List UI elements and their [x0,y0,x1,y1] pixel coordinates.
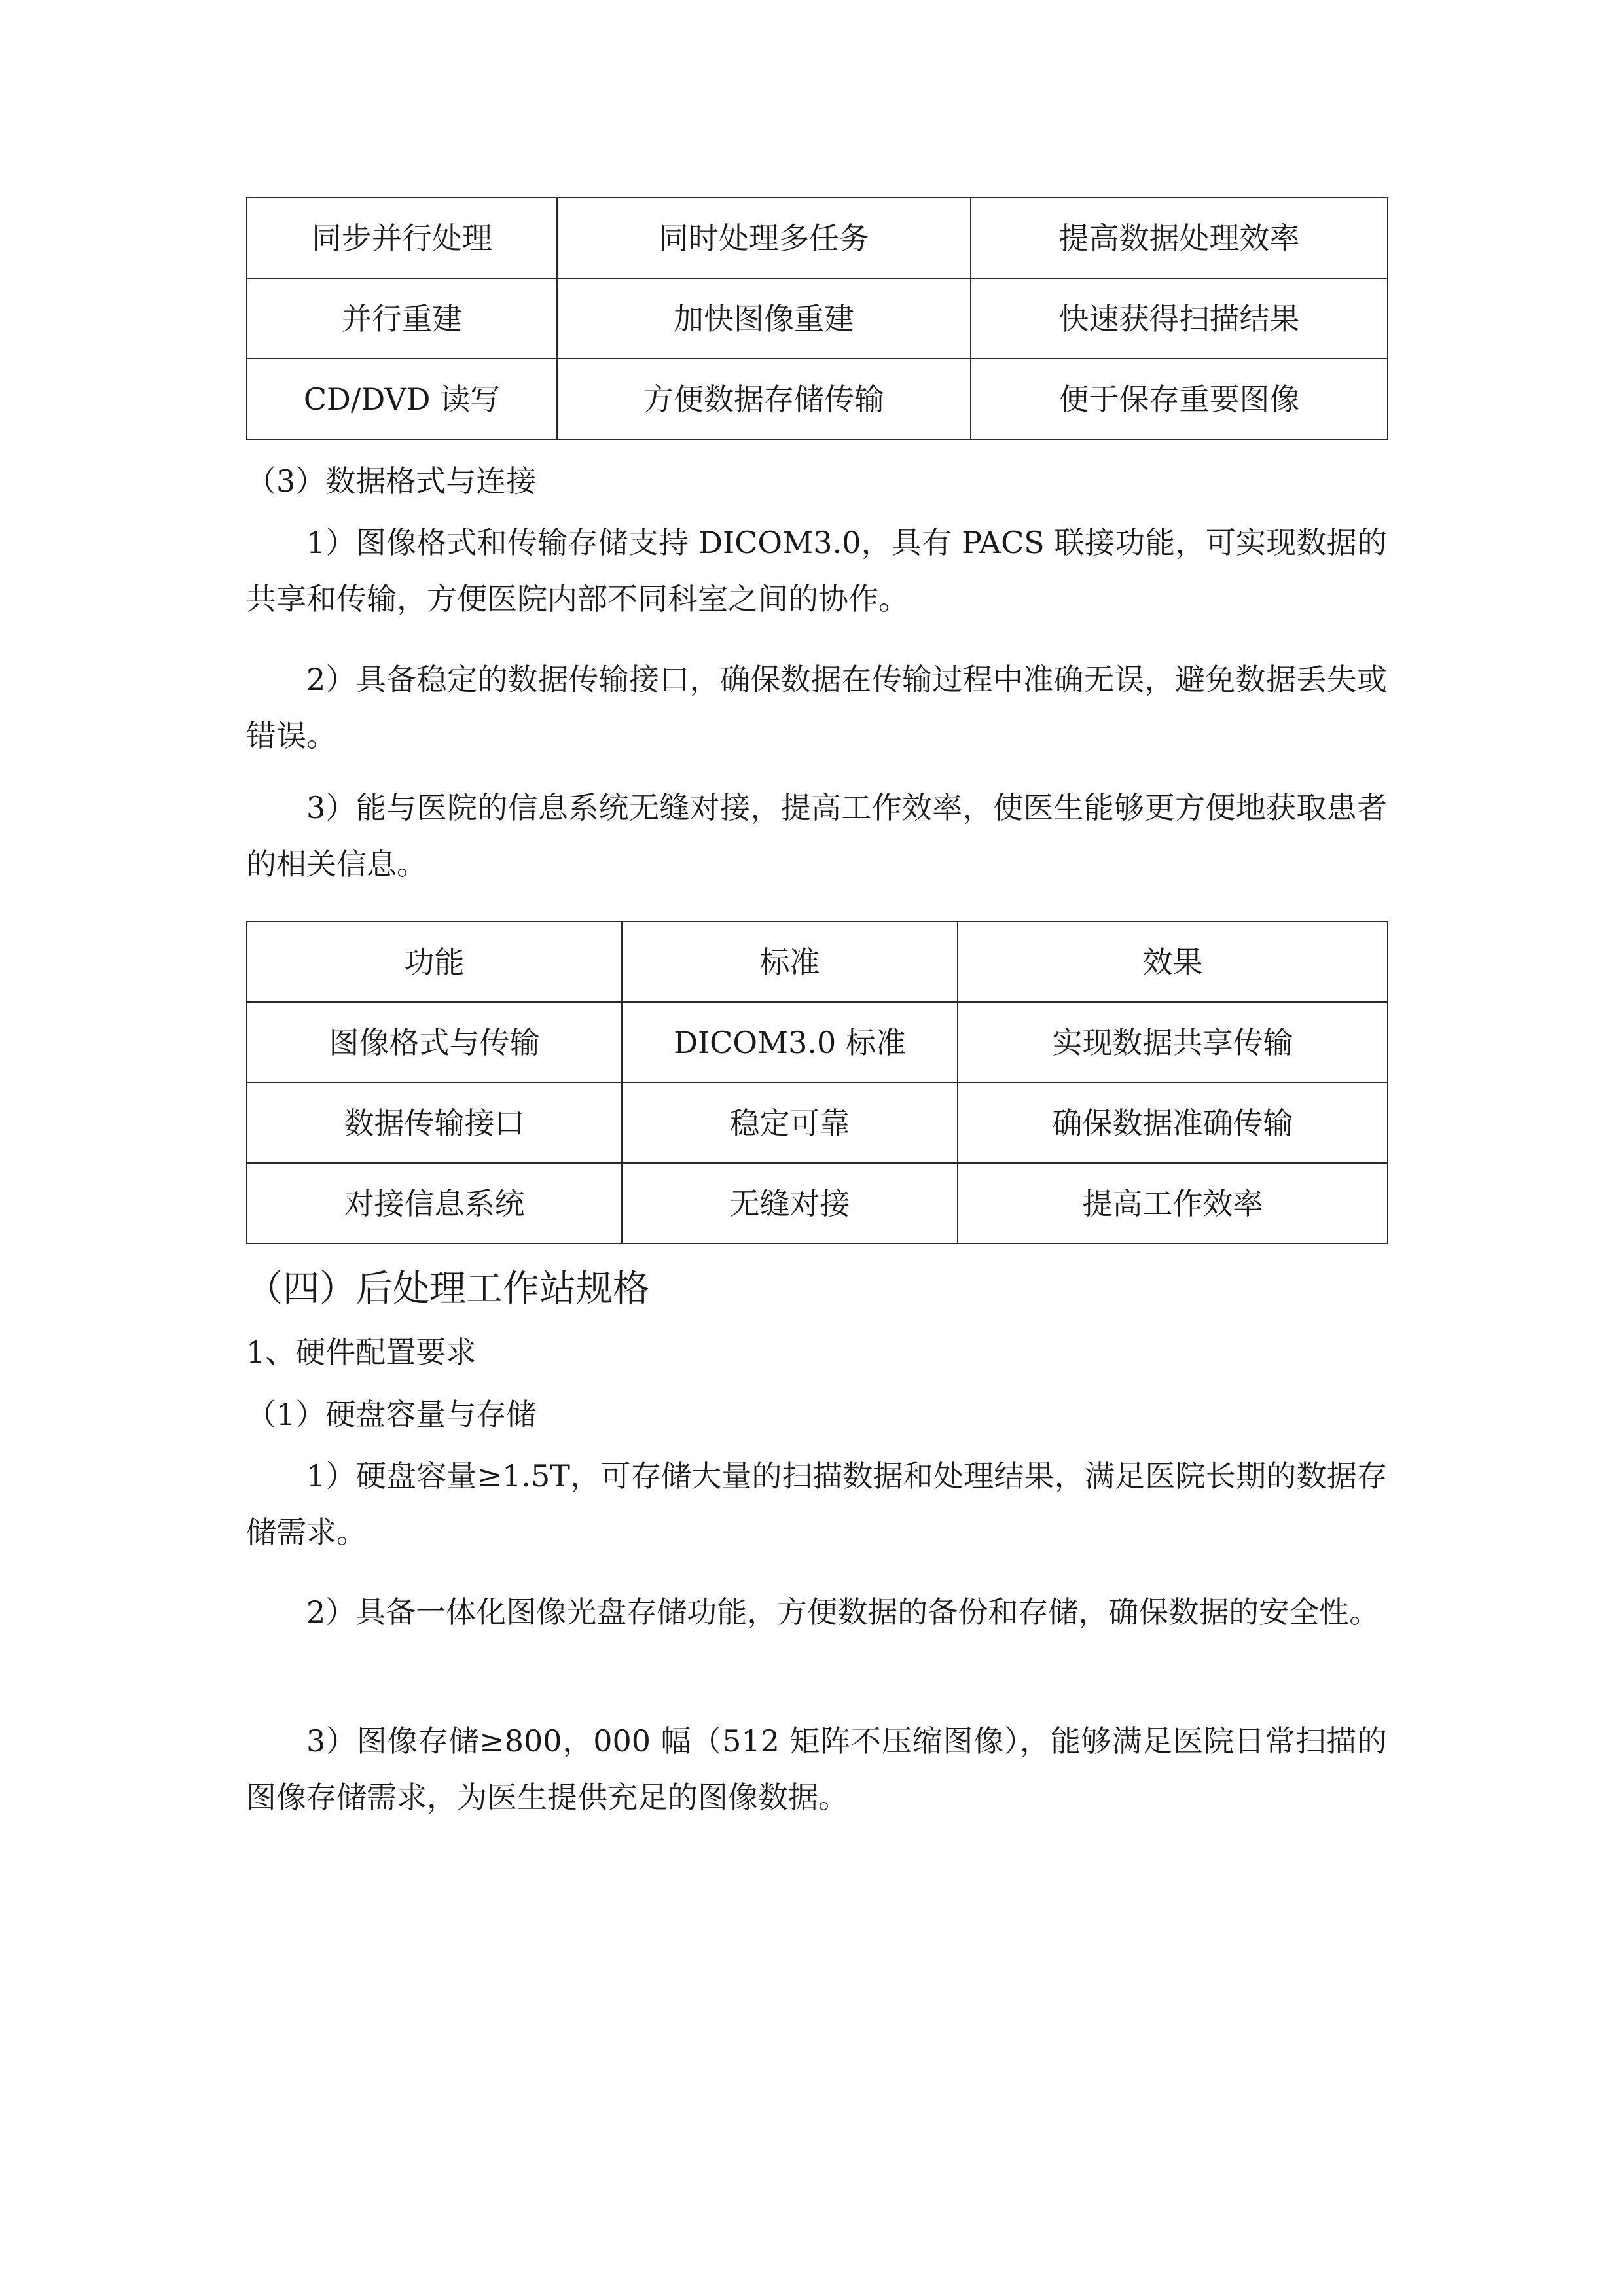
section-heading: （四）后处理工作站规格 [246,1268,649,1310]
table-cell: 无缝对接 [622,1163,958,1244]
table-cell: 对接信息系统 [247,1163,622,1244]
table-cell: 稳定可靠 [622,1083,958,1163]
table-cell: 便于保存重要图像 [971,359,1388,439]
connectivity-table [246,921,1388,1244]
table-cell: 数据传输接口 [247,1083,622,1163]
table-cell: 并行重建 [247,278,557,359]
table-cell: DICOM3.0 标准 [622,1002,958,1083]
table-cell: 同时处理多任务 [557,198,971,278]
paragraph: 3）能与医院的信息系统无缝对接，提高工作效率，使医生能够更方便地获取患者的相关信息。 [246,790,1387,882]
table-cell: 加快图像重建 [557,278,971,359]
table-cell: 提高数据处理效率 [971,198,1388,278]
table-cell: CD/DVD 读写 [247,359,557,439]
paragraph: 2）具备一体化图像光盘存储功能，方便数据的备份和存储，确保数据的安全性。 [306,1594,1380,1630]
table-row [247,198,1388,278]
column-header: 效果 [958,922,1388,1002]
column-header: 功能 [247,922,622,1002]
paragraph: 1）硬盘容量≥1.5T，可存储大量的扫描数据和处理结果，满足医院长期的数据存储需求。 [246,1458,1387,1550]
table-row [247,1002,1388,1083]
table-row [247,1163,1388,1244]
table-cell: 方便数据存储传输 [557,359,971,439]
section-title: （3）数据格式与连接 [246,463,537,499]
features-table [246,197,1388,440]
subsection-title: 1、硬件配置要求 [246,1335,477,1370]
column-header: 标准 [622,922,958,1002]
table-row [247,278,1388,359]
table-cell: 提高工作效率 [958,1163,1388,1244]
subsection-title: （1）硬盘容量与存储 [246,1397,537,1432]
table-cell: 图像格式与传输 [247,1002,622,1083]
table-cell: 快速获得扫描结果 [971,278,1388,359]
paragraph: 2）具备稳定的数据传输接口，确保数据在传输过程中准确无误，避免数据丢失或错误。 [246,662,1387,753]
table-header-row [247,922,1388,1002]
table-row [247,359,1388,439]
table-cell: 确保数据准确传输 [958,1083,1388,1163]
table-row [247,1083,1388,1163]
paragraph: 1）图像格式和传输存储支持 DICOM3.0，具有 PACS 联接功能，可实现数据的共享和传输，方便医院内部不同科室之间的协作。 [246,525,1387,617]
table-cell: 实现数据共享传输 [958,1002,1388,1083]
paragraph: 3）图像存储≥800，000 幅（512 矩阵不压缩图像），能够满足医院日常扫描的图像存储需求，为医生提供充足的图像数据。 [246,1723,1387,1815]
table-cell: 同步并行处理 [247,198,557,278]
